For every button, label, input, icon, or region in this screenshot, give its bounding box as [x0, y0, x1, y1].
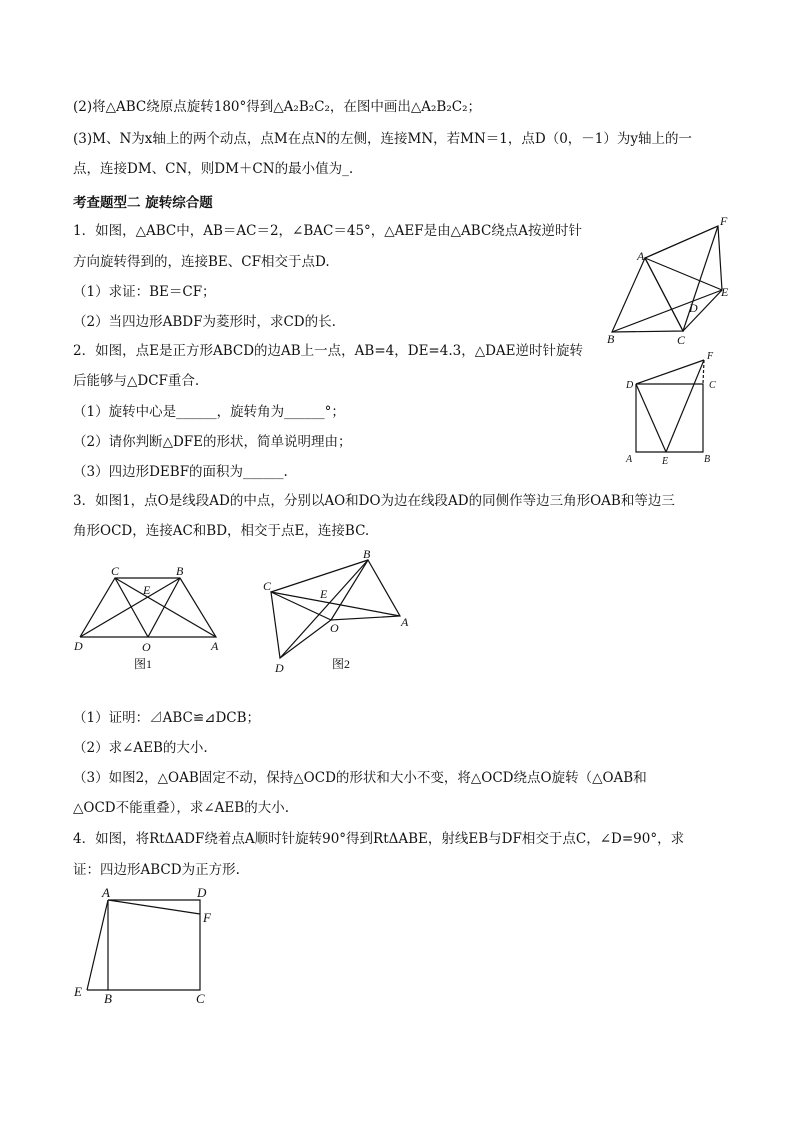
fig4-label-D: D [197, 885, 207, 900]
fig3b-label-D: D [275, 661, 284, 675]
fig3a-label-D: D [74, 639, 83, 653]
fig3b-label-O: O [330, 621, 339, 635]
fig4-label-F: F [203, 910, 211, 925]
fig2-label-F: F [707, 351, 714, 362]
problem-text-line: 1．如图，△ABC中，AB＝AC＝2，∠BAC＝45°，△AEF是由△ABC绕点A按逆时针 [73, 223, 583, 239]
problem-text-line: 2．如图，点E是正方形ABCD的边AB上一点，AB=4，DE=4.3，△DAE逆时针旋转 [73, 343, 584, 359]
fig3b-label-C: C [263, 579, 272, 593]
problem-text-line: (3)M、N为x轴上的两个动点，点M在点N的左侧，连接MN，若MN＝1，点D（0，－1）为y轴上的一 [73, 131, 692, 147]
problem-text-line: 证：四边形ABCD为正方形. [73, 862, 240, 878]
fig3a-label-B: B [176, 564, 184, 578]
fig1-label-A: A [637, 249, 645, 263]
fig1-label-E: E [721, 285, 729, 299]
problem-text-line: （1）证明：⊿ABC≌⊿DCB； [73, 710, 261, 726]
fig4-label-A: A [102, 885, 110, 900]
problem-text-line: （1）旋转中心是______，旋转角为______°； [73, 404, 345, 420]
problem-text-line: （3）四边形DEBF的面积为______. [73, 464, 288, 480]
problem-text-line: 点，连接DM、CN，则DM＋CN的最小值为_. [73, 161, 354, 177]
fig3a-label-O: O [142, 640, 151, 654]
fig3a-caption: 图1 [134, 657, 153, 671]
fig2-label-C: C [709, 380, 716, 391]
fig4-label-C: C [196, 991, 205, 1006]
fig1-label-F: F [720, 214, 728, 228]
fig2-label-B: B [704, 454, 711, 465]
fig1-label-B: B [607, 332, 615, 346]
fig3b-label-E: E [320, 587, 328, 601]
fig2-label-A: A [626, 454, 633, 465]
fig2-label-D: D [626, 380, 634, 391]
fig1-label-D: D [689, 301, 698, 315]
problem-text-line: （1）求证：BE＝CF； [73, 284, 216, 300]
fig4-label-E: E [74, 984, 82, 999]
problem-text-line: （2）求∠AEB的大小. [73, 740, 208, 756]
problem-text-line: （3）如图2，△OAB固定不动，保持△OCD的形状和大小不变，将△OCD绕点O旋转（△OAB和 [73, 770, 647, 786]
problem-text-line: 4．如图，将RtΔADF绕着点A顺时针旋转90°得到RtΔABE，射线EB与DF相交于点C，∠D=90°，求 [73, 831, 685, 847]
fig4-label-B: B [104, 991, 112, 1006]
problem-text-line: 后能够与△DCF重合. [73, 373, 200, 389]
problem-text-line: 3．如图1，点O是线段AD的中点，分别以AO和DO为边在线段AD的同侧作等边三角形OAB和等边三 [73, 493, 675, 509]
fig3a-label-E: E [143, 583, 151, 597]
fig1-label-C: C [677, 333, 686, 347]
problem-text-line: (2)将△ABC绕原点旋转180°得到△A₂B₂C₂，在图中画出△A₂B₂C₂； [73, 99, 482, 115]
problem-text-line: 方向旋转得到的，连接BE、CF相交于点D. [73, 254, 330, 270]
problem-text-line: △OCD不能重叠），求∠AEB的大小. [73, 800, 289, 816]
fig2-label-E: E [662, 456, 669, 467]
fig3b-label-A: A [401, 615, 409, 629]
section-heading: 考查题型二 旋转综合题 [73, 195, 213, 211]
fig3a-label-A: A [211, 639, 219, 653]
fig3b-label-B: B [363, 547, 371, 561]
problem-text-line: （2）请你判断△DFE的形状，简单说明理由； [73, 434, 352, 450]
problem-text-line: 角形OCD，连接AC和BD，相交于点E，连接BC. [73, 523, 370, 539]
problem-text-line: （2）当四边形ABDF为菱形时，求CD的长. [73, 314, 336, 330]
fig3a-label-C: C [111, 564, 120, 578]
fig3b-caption: 图2 [332, 657, 351, 671]
